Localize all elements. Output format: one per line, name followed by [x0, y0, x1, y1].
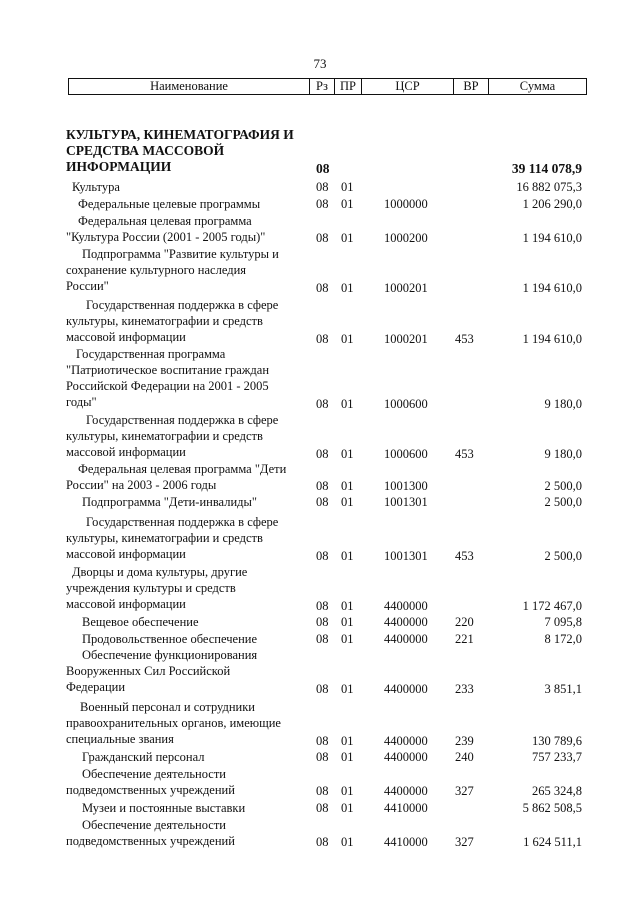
row-name: Вещевое обеспечение [82, 615, 199, 629]
row-name: Обеспечение функционирования Вооруженных Сил Российской Федерации [66, 648, 258, 694]
row-csr: 1001301 [384, 549, 428, 563]
row-rz: 08 [316, 495, 329, 509]
row-csr: 4400000 [384, 734, 428, 748]
row-rz: 08 [316, 835, 329, 849]
row-rz: 08 [316, 750, 329, 764]
row-pr: 01 [341, 447, 354, 461]
row-vr: 453 [455, 332, 474, 346]
row-sum: 2 500,0 [544, 495, 582, 509]
row-vr: 239 [455, 734, 474, 748]
row-csr: 1000201 [384, 281, 428, 295]
row-vr: 327 [455, 784, 474, 798]
row-sum: 5 862 508,5 [522, 801, 582, 815]
row-sum: 7 095,8 [544, 615, 582, 629]
row-sum: 2 500,0 [544, 549, 582, 563]
row-sum: 1 624 511,1 [523, 835, 582, 849]
header-name: Наименование [69, 79, 310, 95]
row-rz: 08 [316, 784, 329, 798]
row-pr: 01 [341, 495, 354, 509]
row-name: Федеральная целевая программа "Культура России (2001 - 2005 годы)" [66, 214, 266, 244]
row-pr: 01 [341, 615, 354, 629]
header-rz: Рз [310, 79, 335, 95]
row-vr: 233 [455, 682, 474, 696]
row-pr: 01 [341, 549, 354, 563]
row-csr: 1000600 [384, 397, 428, 411]
row-rz: 08 [316, 479, 329, 493]
row-sum: 1 172 467,0 [522, 599, 582, 613]
row-sum: 16 882 075,3 [516, 180, 582, 194]
row-sum: 1 194 610,0 [522, 332, 582, 346]
row-name: Гражданский персонал [82, 750, 205, 764]
row-pr: 01 [341, 632, 354, 646]
row-csr: 4400000 [384, 682, 428, 696]
row-rz: 08 [316, 197, 329, 211]
row-vr: 453 [455, 549, 474, 563]
header-pr: ПР [335, 79, 362, 95]
row-csr: 4400000 [384, 615, 428, 629]
row-sum: 9 180,0 [544, 447, 582, 461]
row-name: Федеральные целевые программы [78, 197, 261, 211]
row-vr: 221 [455, 632, 474, 646]
row-csr: 4400000 [384, 784, 428, 798]
row-rz: 08 [316, 447, 329, 461]
row-csr: 1000600 [384, 447, 428, 461]
header-csr: ЦСР [362, 79, 454, 95]
row-pr: 01 [341, 332, 354, 346]
row-pr: 01 [341, 835, 354, 849]
row-sum: 2 500,0 [544, 479, 582, 493]
row-name: Подпрограмма "Дети-инвалиды" [82, 495, 258, 509]
row-pr: 01 [341, 750, 354, 764]
row-rz: 08 [316, 549, 329, 563]
row-name: Культура [72, 180, 120, 194]
row-csr: 1001301 [384, 495, 428, 509]
row-name: Государственная программа "Патриотическое воспитание граждан Российской Федерации на 2001 - 2005 годы" [66, 347, 270, 409]
row-sum: 9 180,0 [544, 397, 582, 411]
page-number: 73 [313, 56, 327, 71]
row-name: Федеральная целевая программа "Дети России" на 2003 - 2006 годы [66, 462, 287, 492]
row-name: Государственная поддержка в сфере культуры, кинематографии и средств массовой информации [66, 515, 279, 561]
row-csr: 4400000 [384, 599, 428, 613]
row-sum: 39 114 078,9 [511, 161, 582, 176]
row-name: Государственная поддержка в сфере культуры, кинематографии и средств массовой информации [66, 413, 279, 459]
row-csr: 1000000 [384, 197, 428, 211]
row-name: Подпрограмма "Развитие культуры и сохранение культурного наследия России" [66, 247, 279, 293]
row-pr: 01 [341, 801, 354, 815]
row-name: Обеспечение деятельности подведомственных учреждений [66, 818, 235, 848]
row-pr: 01 [341, 397, 354, 411]
row-sum: 3 851,1 [544, 682, 582, 696]
row-pr: 01 [341, 479, 354, 493]
row-name: Дворцы и дома культуры, другие учреждения культуры и средств массовой информации [66, 565, 248, 611]
row-rz: 08 [316, 281, 329, 295]
row-sum: 8 172,0 [544, 632, 582, 646]
row-pr: 01 [341, 197, 354, 211]
row-pr: 01 [341, 682, 354, 696]
header-sum: Сумма [489, 79, 587, 95]
row-sum: 1 194 610,0 [522, 281, 582, 295]
row-vr: 240 [455, 750, 474, 764]
row-csr: 4400000 [384, 632, 428, 646]
row-pr: 01 [341, 784, 354, 798]
row-csr: 1000201 [384, 332, 428, 346]
row-rz: 08 [316, 161, 330, 176]
row-pr: 01 [341, 180, 354, 194]
row-name: Продовольственное обеспечение [82, 632, 257, 646]
row-csr: 1000200 [384, 231, 428, 245]
row-rz: 08 [316, 801, 329, 815]
row-pr: 01 [341, 281, 354, 295]
row-name: КУЛЬТУРА, КИНЕМАТОГРАФИЯ И СРЕДСТВА МАССОВОЙ ИНФОРМАЦИИ [66, 127, 294, 174]
row-pr: 01 [341, 231, 354, 245]
header-vr: ВР [454, 79, 489, 95]
row-rz: 08 [316, 599, 329, 613]
row-csr: 4400000 [384, 750, 428, 764]
row-pr: 01 [341, 734, 354, 748]
row-sum: 130 789,6 [532, 734, 582, 748]
row-csr: 4410000 [384, 801, 428, 815]
row-rz: 08 [316, 734, 329, 748]
row-rz: 08 [316, 231, 329, 245]
row-csr: 4410000 [384, 835, 428, 849]
row-sum: 1 206 290,0 [522, 197, 582, 211]
column-header [68, 78, 587, 95]
row-csr: 1001300 [384, 479, 428, 493]
row-rz: 08 [316, 180, 329, 194]
row-rz: 08 [316, 682, 329, 696]
row-sum: 265 324,8 [532, 784, 582, 798]
row-sum: 757 233,7 [532, 750, 582, 764]
row-sum: 1 194 610,0 [522, 231, 582, 245]
row-rz: 08 [316, 397, 329, 411]
row-name: Военный персонал и сотрудники правоохранительных органов, имеющие специальные звания [66, 700, 281, 746]
row-vr: 453 [455, 447, 474, 461]
row-pr: 01 [341, 599, 354, 613]
row-vr: 220 [455, 615, 474, 629]
row-name: Музеи и постоянные выставки [82, 801, 246, 815]
row-rz: 08 [316, 332, 329, 346]
row-name: Государственная поддержка в сфере культуры, кинематографии и средств массовой информации [66, 298, 279, 344]
row-vr: 327 [455, 835, 474, 849]
row-name: Обеспечение деятельности подведомственных учреждений [66, 767, 235, 797]
row-rz: 08 [316, 632, 329, 646]
row-rz: 08 [316, 615, 329, 629]
